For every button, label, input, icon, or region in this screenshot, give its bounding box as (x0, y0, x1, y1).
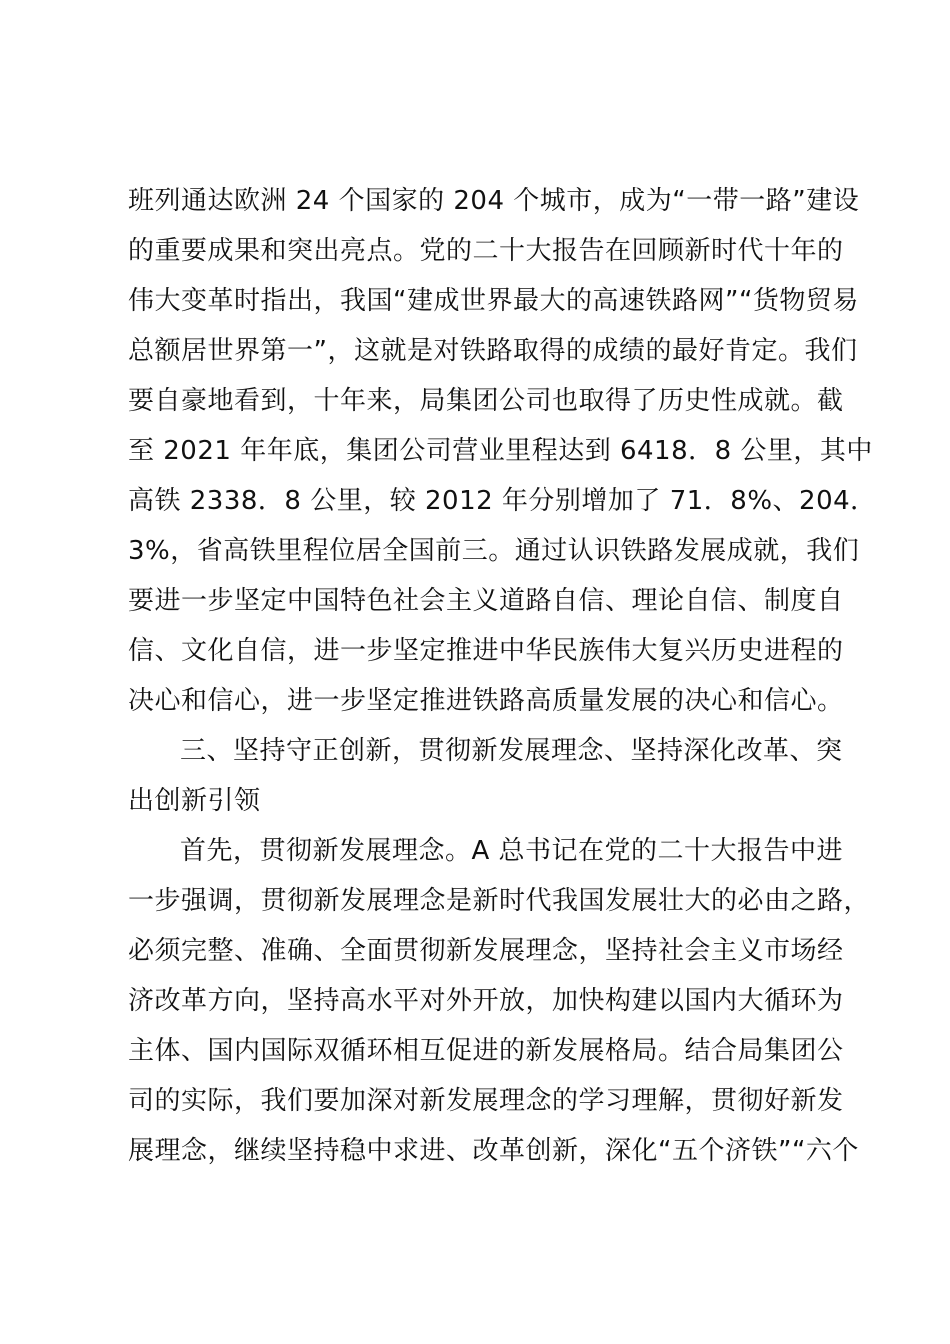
text-line: 要自豪地看到，十年来，局集团公司也取得了历史性成就。截 (128, 386, 844, 416)
text-line: 必须完整、准确、全面贯彻新发展理念，坚持社会主义市场经 (128, 936, 844, 966)
text-line: 班列通达欧洲 24 个国家的 204 个城市，成为“一带一路”建设 (128, 186, 860, 216)
text-line: 司的实际，我们要加深对新发展理念的学习理解，贯彻好新发 (128, 1086, 844, 1116)
text-line: 至 2021 年年底，集团公司营业里程达到 6418．8 公里，其中 (128, 436, 873, 466)
text-line: 3%，省高铁里程位居全国前三。通过认识铁路发展成就，我们 (128, 536, 860, 566)
section-heading-line: 三、坚持守正创新，贯彻新发展理念、坚持深化改革、突 (180, 736, 843, 766)
text-line: 济改革方向，坚持高水平对外开放，加快构建以国内大循环为 (128, 986, 844, 1016)
text-line: 决心和信心，进一步坚定推进铁路高质量发展的决心和信心。 (128, 686, 844, 716)
text-line: 高铁 2338．8 公里，较 2012 年分别增加了 71．8%、204． (128, 486, 877, 516)
text-line: 首先，贯彻新发展理念。A 总书记在党的二十大报告中进 (180, 836, 844, 866)
section-heading-line: 出创新引领 (128, 786, 261, 816)
text-line: 主体、国内国际双循环相互促进的新发展格局。结合局集团公 (128, 1036, 844, 1066)
text-line: 的重要成果和突出亮点。党的二十大报告在回顾新时代十年的 (128, 236, 844, 266)
text-line: 信、文化自信，进一步坚定推进中华民族伟大复兴历史进程的 (128, 636, 844, 666)
text-line: 展理念，继续坚持稳中求进、改革创新，深化“五个济铁”“六个 (128, 1136, 859, 1166)
text-line: 伟大变革时指出，我国“建成世界最大的高速铁路网”“货物贸易 (128, 286, 859, 316)
text-line: 总额居世界第一”，这就是对铁路取得的成绩的最好肯定。我们 (128, 336, 858, 366)
text-line: 要进一步坚定中国特色社会主义道路自信、理论自信、制度自 (128, 586, 844, 616)
text-line: 一步强调，贯彻新发展理念是新时代我国发展壮大的必由之路， (128, 886, 871, 916)
